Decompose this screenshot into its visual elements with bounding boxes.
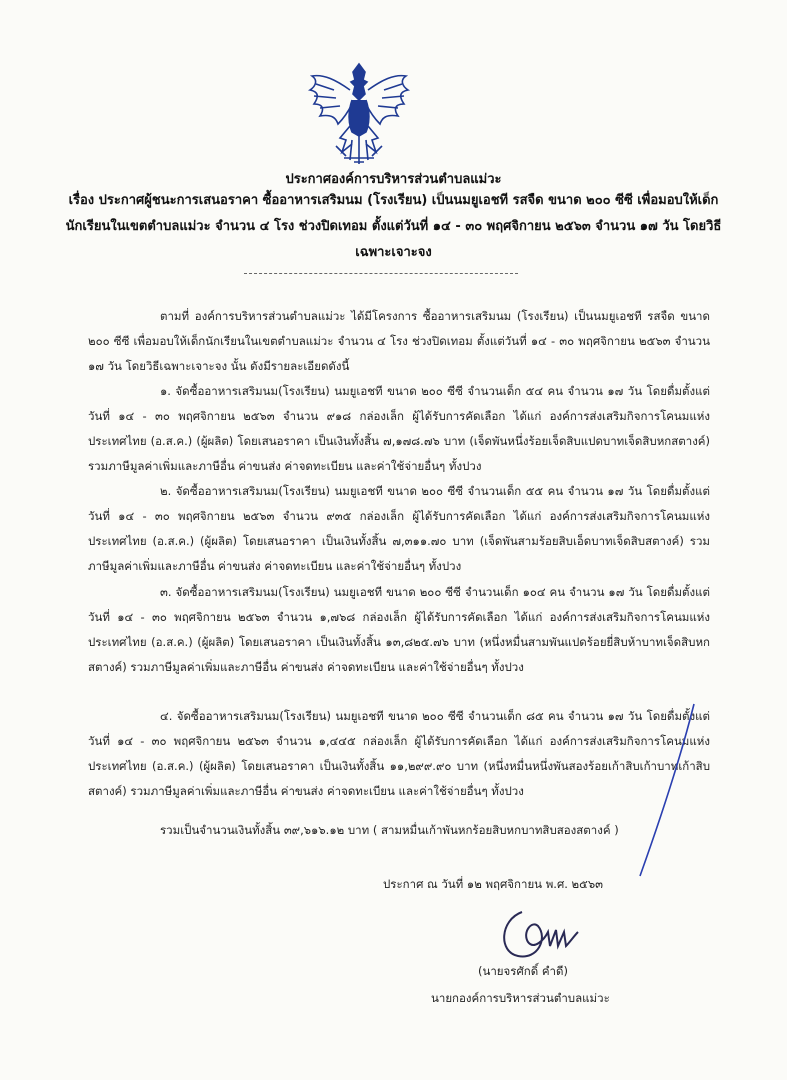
- divider: [244, 273, 518, 274]
- announcement-subject: เรื่อง ประกาศผู้ชนะการเสนอราคา ซื้ออาหารเสริมนม (โรงเรียน) เป็นนมยูเอชที รสจืด ขนาด ๒๐๐ ซีซี เพื่อมอบให้เด็กนักเรียนในเขตตำบลแม่วะ จำนวน ๔ โรง ช่วงปิดเทอม ตั้งแต่วันที่ ๑๔ - ๓๐ พฤศจิกายน ๒๕๖๓ จำนวน ๑๗ วัน โดยวิธีเฉพาะเจาะจง: [65, 193, 722, 260]
- garuda-emblem-icon: [306, 60, 412, 168]
- purchase-item-4: ๔. จัดซื้ออาหารเสริมนม(โรงเรียน) นมยูเอชที ขนาด ๒๐๐ ซีซี จำนวนเด็ก ๘๕ คน จำนวน ๑๗ วัน โดยดื่มตั้งแต่วันที่ ๑๔ - ๓๐ พฤศจิกายน ๒๕๖๓ จำนวน ๑,๔๔๕ กล่องเล็ก ผู้ได้รับการคัดเลือก ได้แก่ องค์การส่งเสริมกิจการโคนมแห่งประเทศไทย (อ.ส.ค.) (ผู้ผลิต) โดยเสนอราคา เป็นเงินทั้งสิ้น ๑๑,๒๙๙.๙๐ บาท (หนึ่งหมื่นหนึ่งพันสองร้อยเก้าสิบเก้าบาทเก้าสิบสตางค์) รวมภาษีมูลค่าเพิ่มและภาษีอื่น ค่าขนส่ง ค่าจดทะเบียน และค่าใช้จ่ายอื่นๆ ทั้งปวง: [88, 708, 710, 798]
- announcement-date: ประกาศ ณ วันที่ ๑๒ พฤศจิกายน พ.ศ. ๒๕๖๓: [383, 877, 603, 891]
- total-amount: รวมเป็นจำนวนเงินทั้งสิ้น ๓๙,๖๑๖.๑๒ บาท ( สามหมื่นเก้าพันหกร้อยสิบหกบาทสิบสองสตางค์ ): [160, 823, 619, 837]
- pen-stroke-mark: [610, 700, 700, 880]
- purchase-item-3: ๓. จัดซื้ออาหารเสริมนม(โรงเรียน) นมยูเอชที ขนาด ๒๐๐ ซีซี จำนวนเด็ก ๑๐๔ คน จำนวน ๑๗ วัน โดยดื่มตั้งแต่วันที่ ๑๔ - ๓๐ พฤศจิกายน ๒๕๖๓ จำนวน ๑,๗๖๘ กล่องเล็ก ผู้ได้รับการคัดเลือก ได้แก่ องค์การส่งเสริมกิจการโคนมแห่งประเทศไทย (อ.ส.ค.) (ผู้ผลิต) โดยเสนอราคา เป็นเงินทั้งสิ้น ๑๓,๘๒๕.๗๖ บาท (หนึ่งหมื่นสามพันแปดร้อยยี่สิบห้าบาทเจ็ดสิบหกสตางค์) รวมภาษีมูลค่าเพิ่มและภาษีอื่น ค่าขนส่ง ค่าจดทะเบียน และค่าใช้จ่ายอื่นๆ ทั้งปวง: [88, 584, 710, 674]
- signature-icon: [492, 902, 582, 964]
- signer-position: นายกองค์การบริหารส่วนตำบลแม่วะ: [431, 991, 610, 1005]
- organization-title: ประกาศองค์การบริหารส่วนตำบลแม่วะ: [285, 172, 502, 187]
- purchase-item-2: ๒. จัดซื้ออาหารเสริมนม(โรงเรียน) นมยูเอชที ขนาด ๒๐๐ ซีซี จำนวนเด็ก ๕๕ คน จำนวน ๑๗ วัน โดยดื่มตั้งแต่วันที่ ๑๔ - ๓๐ พฤศจิกายน ๒๕๖๓ จำนวน ๙๓๕ กล่องเล็ก ผู้ได้รับการคัดเลือก ได้แก่ องค์การส่งเสริมกิจการโคนมแห่งประเทศไทย (อ.ส.ค.) (ผู้ผลิต) โดยเสนอราคา เป็นเงินทั้งสิ้น ๗,๓๑๑.๗๐ บาท (เจ็ดพันสามร้อยสิบเอ็ดบาทเจ็ดสิบสตางค์) รวมภาษีมูลค่าเพิ่มและภาษีอื่น ค่าขนส่ง ค่าจดทะเบียน และค่าใช้จ่ายอื่นๆ ทั้งปวง: [88, 483, 710, 573]
- intro-paragraph: ตามที่ องค์การบริหารส่วนตำบลแม่วะ ได้มีโครงการ ซื้ออาหารเสริมนม (โรงเรียน) เป็นนมยูเอชที รสจืด ขนาด ๒๐๐ ซีซี เพื่อมอบให้เด็กนักเรียนในเขตตำบลแม่วะ จำนวน ๔ โรง ช่วงปิดเทอม ตั้งแต่วันที่ ๑๔ - ๓๐ พฤศจิกายน ๒๕๖๓ จำนวน ๑๗ วัน โดยวิธีเฉพาะเจาะจง นั้น ดังมีรายละเอียดดังนี้: [88, 308, 710, 373]
- purchase-item-1: ๑. จัดซื้ออาหารเสริมนม(โรงเรียน) นมยูเอชที ขนาด ๒๐๐ ซีซี จำนวนเด็ก ๕๔ คน จำนวน ๑๗ วัน โดยดื่มตั้งแต่วันที่ ๑๔ - ๓๐ พฤศจิกายน ๒๕๖๓ จำนวน ๙๑๘ กล่องเล็ก ผู้ได้รับการคัดเลือก ได้แก่ องค์การส่งเสริมกิจการโคนมแห่งประเทศไทย (อ.ส.ค.) (ผู้ผลิต) โดยเสนอราคา เป็นเงินทั้งสิ้น ๗,๑๗๘.๗๖ บาท (เจ็ดพันหนึ่งร้อยเจ็ดสิบแปดบาทเจ็ดสิบหกสตางค์) รวมภาษีมูลค่าเพิ่มและภาษีอื่น ค่าขนส่ง ค่าจดทะเบียน และค่าใช้จ่ายอื่นๆ ทั้งปวง: [88, 383, 710, 473]
- signer-name: (นายจรศักดิ์ คำดี): [478, 964, 568, 978]
